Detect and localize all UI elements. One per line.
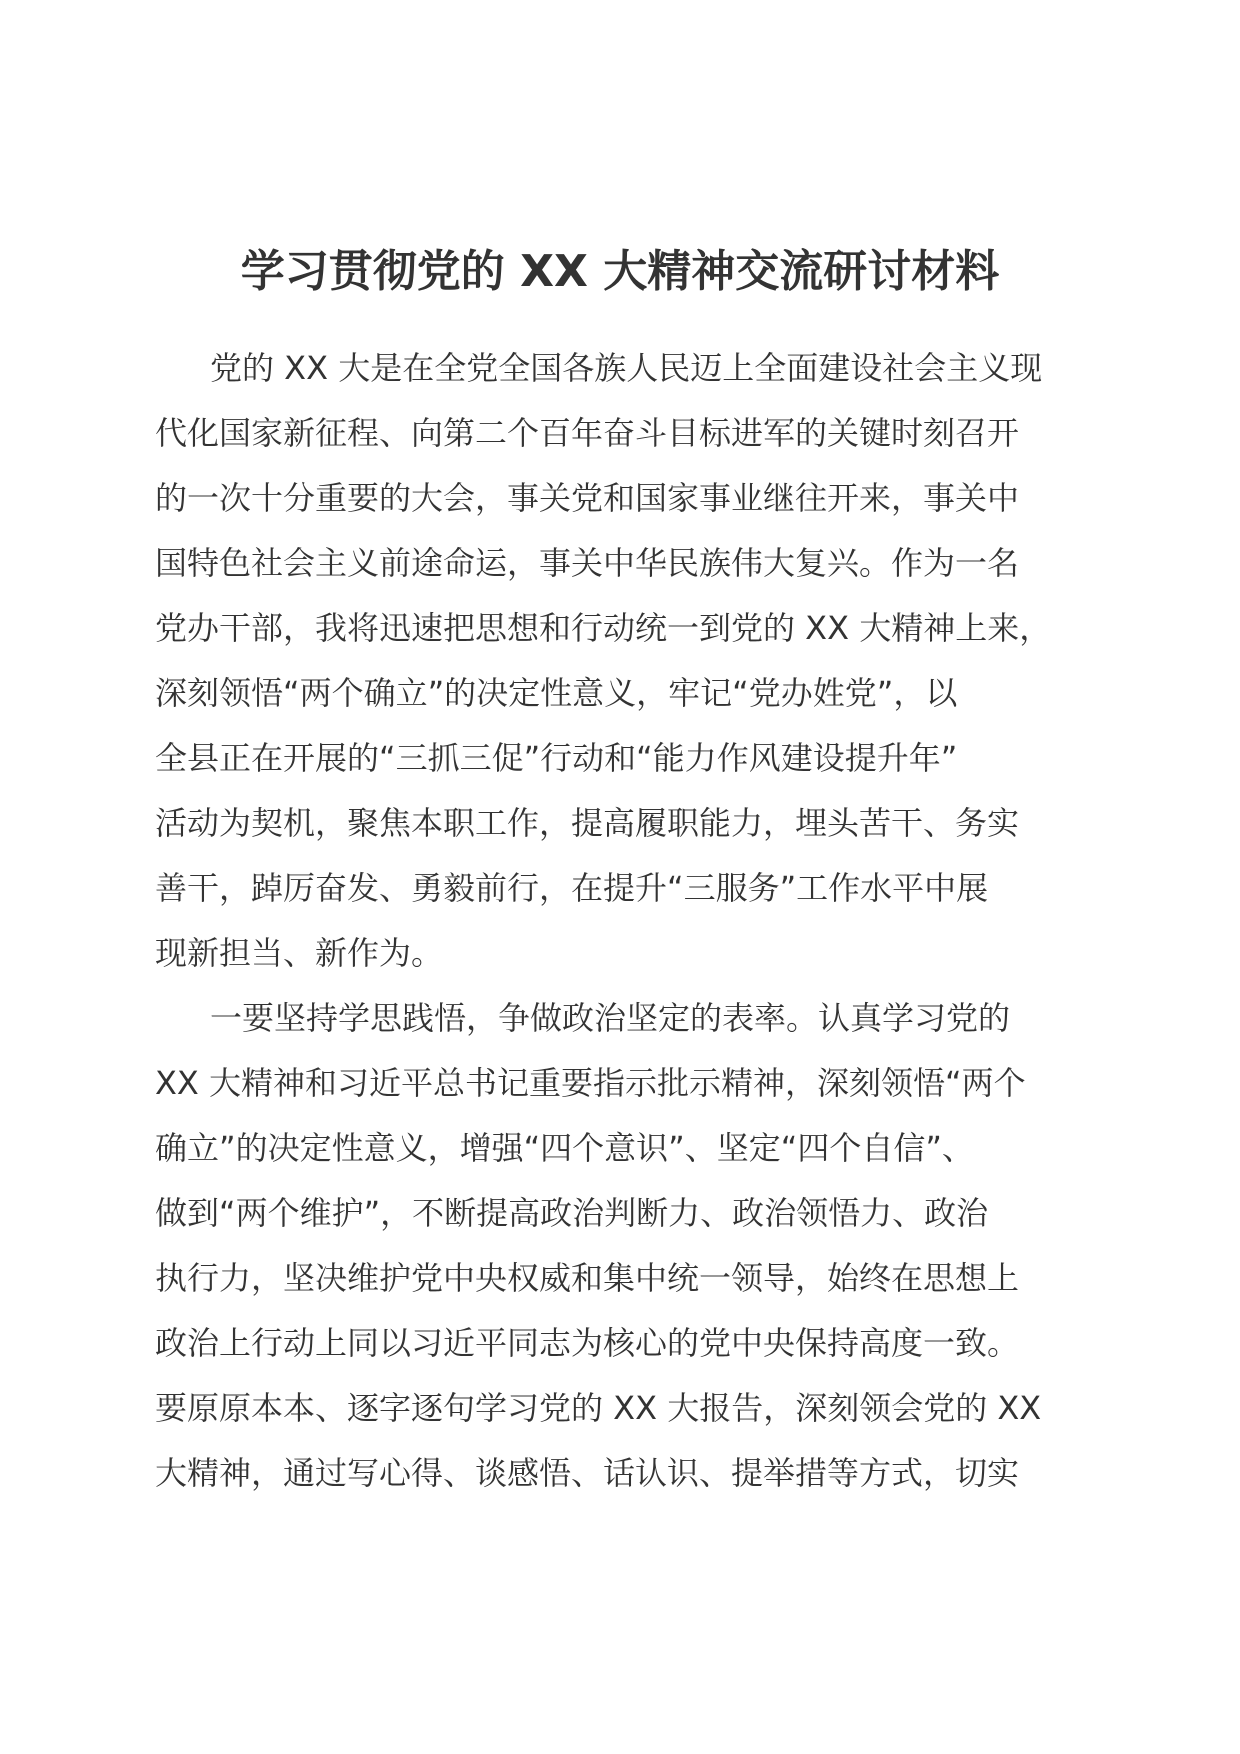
- paragraph-line: 一要坚持学思践悟，争做政治坚定的表率。认真学习党的: [210, 999, 1011, 1037]
- paragraph-line: 政治上行动上同以习近平同志为核心的党中央保持高度一致。: [155, 1324, 1020, 1362]
- paragraph-line: XX 大精神和习近平总书记重要指示批示精神，深刻领悟“两个: [155, 1064, 1026, 1102]
- paragraph-line: 确立”的决定性意义，增强“四个意识”、坚定“四个自信”、: [155, 1129, 974, 1167]
- paragraph-line: 国特色社会主义前途命运，事关中华民族伟大复兴。作为一名: [155, 544, 1020, 582]
- paragraph-line: 代化国家新征程、向第二个百年奋斗目标进军的关键时刻召开: [155, 414, 1020, 452]
- paragraph-1: [155, 336, 1085, 986]
- paragraph-line: 党办干部，我将迅速把思想和行动统一到党的 XX 大精神上来，: [155, 609, 1052, 647]
- paragraph-line: 执行力，坚决维护党中央权威和集中统一领导，始终在思想上: [155, 1259, 1020, 1297]
- paragraph-line: 善干，踔厉奋发、勇毅前行，在提升“三服务”工作水平中展: [155, 869, 989, 907]
- paragraph-line: 活动为契机，聚焦本职工作，提高履职能力，埋头苦干、务实: [155, 804, 1020, 842]
- paragraph-line: 大精神，通过写心得、谈感悟、话认识、提举措等方式，切实: [155, 1454, 1020, 1492]
- paragraph-line: 深刻领悟“两个确立”的决定性意义，牢记“党办姓党”，以: [155, 674, 958, 712]
- paragraph-2: [155, 986, 1085, 1506]
- paragraph-line: 的一次十分重要的大会，事关党和国家事业继往开来，事关中: [155, 479, 1020, 517]
- paragraph-line: 要原原本本、逐字逐句学习党的 XX 大报告，深刻领会党的 XX: [155, 1389, 1042, 1427]
- paragraph-line: 做到“两个维护”，不断提高政治判断力、政治领悟力、政治: [155, 1194, 989, 1232]
- document-body: [155, 336, 1085, 1506]
- document-title: 学习贯彻党的 XX 大精神交流研讨材料: [240, 246, 1000, 297]
- paragraph-line: 全县正在开展的“三抓三促”行动和“能力作风建设提升年”: [155, 739, 958, 777]
- paragraph-line: 现新担当、新作为。: [155, 934, 444, 972]
- paragraph-line: 党的 XX 大是在全党全国各族人民迈上全面建设社会主义现: [210, 349, 1043, 387]
